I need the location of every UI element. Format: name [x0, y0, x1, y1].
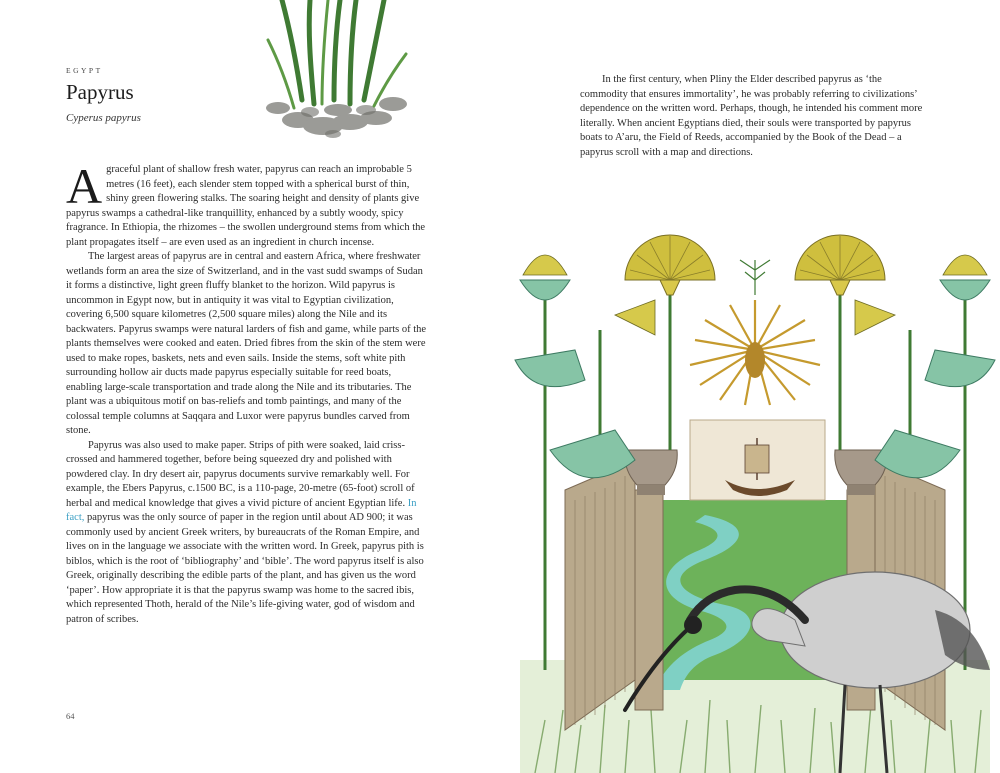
paragraph-2: The largest areas of papyrus are in central and eastern Africa, where freshwater wetlands form an area the size of Switzerland, and in the vast sudd swamps of Sudan it forms a distinctive, light green fluffy blanket to the horizon. Wild papyrus is uncommon in Egypt now, but in antiquity it was vital to Egyptian civilization, covering 6,500 square kilometres (2,500 square miles) along the Nile and its backwaters. Papyrus swamps were natural larders of fish and game, while parts of the plants themselves were cooked and eaten. Dried fibres from the skin of the stem were used to make ropes, baskets, nets and even sails. Inside the stems, soft white pith surrounding hollow air ducts made papyrus especially suitable for reed boats, enabling large-scale transportation and trade along the Nile and its tributaries. The plant was a ubiquitous motif on bas-reliefs and tomb paintings, and many of the colossal temple columns at Saqqara and Luxor were papyrus bundles carved from stone. [66, 251, 427, 436]
right-body-text [580, 73, 926, 160]
left-body-text [66, 158, 428, 627]
temple-ibis-illustration [505, 200, 1000, 773]
paragraph-1 [66, 158, 428, 250]
scientific-name: Cyperus papyrus [66, 112, 141, 124]
right-fan-umbel [795, 235, 885, 295]
left-wall [565, 460, 663, 730]
golden-burst [690, 260, 820, 405]
paragraph-3-text-a: Papyrus was also used to make paper. Strips of pith were soaked, laid criss-crossed and hammered together, before being squeezed dry and polished with powdered clay. In dry desert air, papyrus documents survive remarkably well. For example, the Ebers Papyrus, c.1500 BC, is a 110-page, 20-metre (65-foot) scroll of herbal and medical knowledge that gives a vivid picture of ancient Egyptian life. [66, 439, 415, 509]
page-title: Papyrus [66, 80, 134, 104]
papyrus-clump-illustration [238, 0, 434, 150]
region-label: EGYPT [66, 66, 103, 75]
highlighted-phrase: In fact, [66, 497, 417, 523]
papyrus-scroll [690, 420, 825, 500]
drop-cap: A [66, 158, 103, 214]
paragraph-3 [66, 439, 428, 628]
right-paragraph: In the first century, when Pliny the Elder described papyrus as ‘the commodity that ensures immortality’, he was probably referring to civilizations’ dependence on the written word. Perhaps, though, he intended his comment more literally. When ancient Egyptians died, their souls were transported by papyrus boats to A’aru, the Field of Reeds, accompanied by the Book of the Dead – a papyrus scroll with a map and directions. [580, 74, 923, 158]
page-number: 64 [66, 711, 75, 721]
paragraph-1-text: graceful plant of shallow fresh water, papyrus can reach an improbable 5 metres (16 feet), each slender stem topped with a spherical burst of thin, shiny green flowering stalks. The soaring height and density of plants give papyrus swamps a cathedral-like tranquillity, enhanced by a subtly woody, spicy fragrance. In Ethiopia, the rhizomes – the swollen underground stems from which the plant propagates itself – are even used as an ingredient in church incense. [66, 164, 426, 248]
left-fan-umbel [625, 235, 715, 295]
paragraph-3-text-b: papyrus was the only source of paper in the region until about AD 900; it was commonly used by ancient Greek writers, by bureaucrats of the Roman Empire, and lives on in the language we associate with the written word. In Greek, papyrus pith is biblos, which is the root of ‘bibliography’ and ‘bible’. The word papyrus itself is also Greek, originally describing the edible parts of the plant, and has given us the word ‘paper’. How appropriate it is that the papyrus swamp was home to the sacred ibis, which represented Thoth, herald of the Nile’s life-giving water, god of wisdom and patron of scribes. [66, 512, 424, 625]
